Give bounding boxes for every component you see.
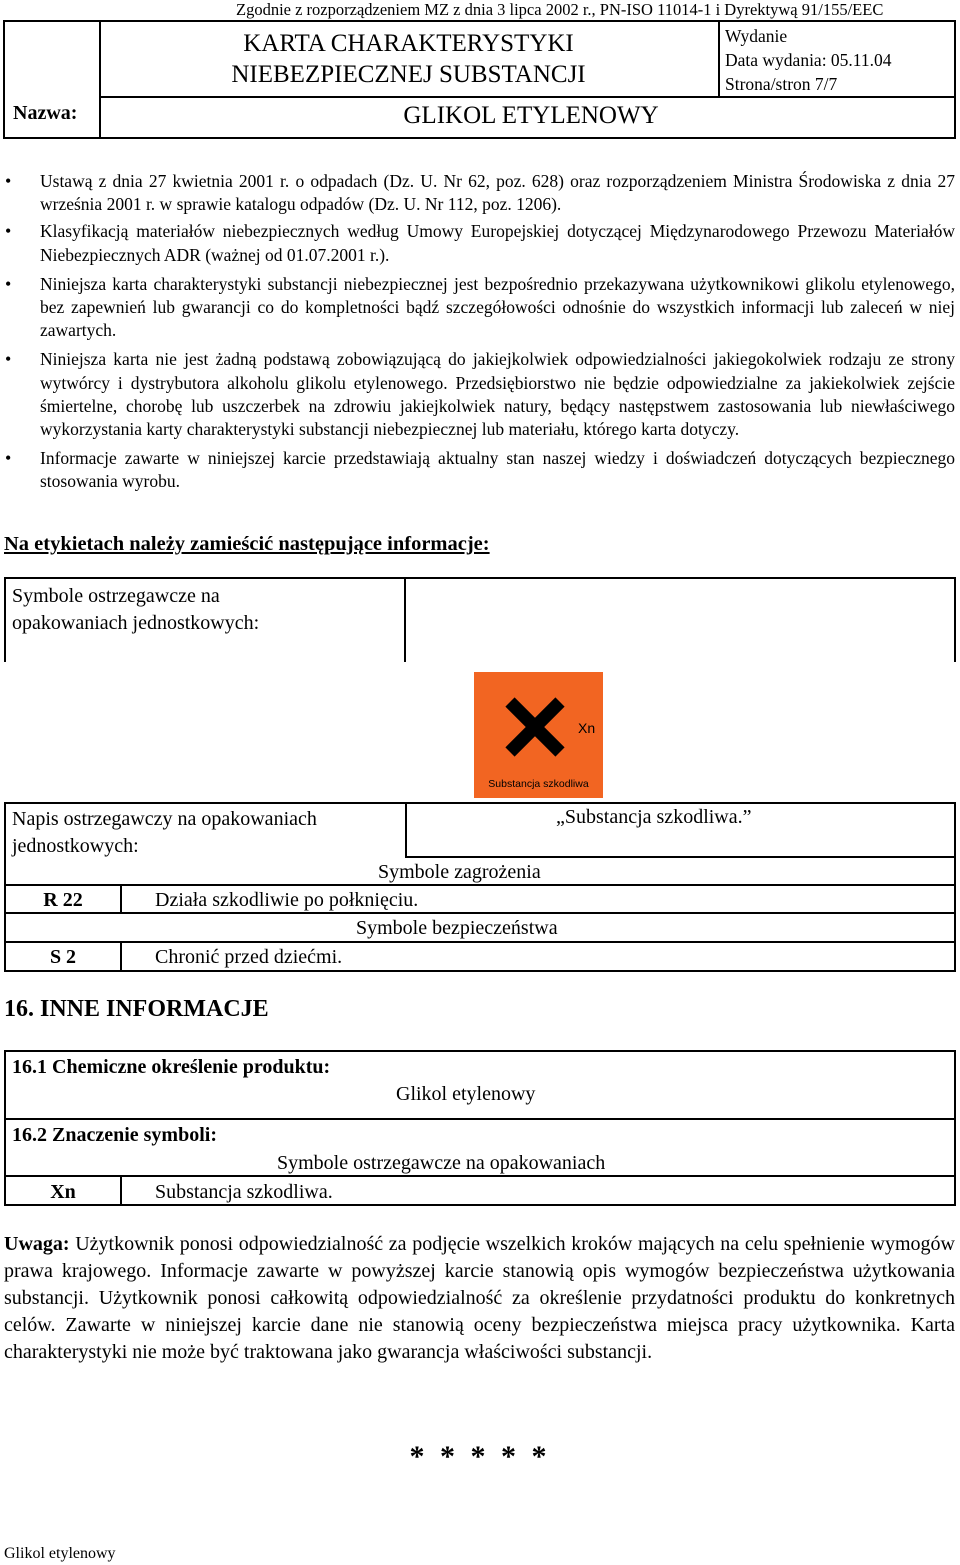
xn-text: Substancja szkodliwa. (155, 1181, 333, 1203)
inscription-label-line: Napis ostrzegawczy na opakowaniach (12, 808, 317, 830)
table-divider (405, 856, 954, 858)
inscription-label-line: jednostkowych: (12, 835, 139, 857)
header-divider (99, 96, 956, 98)
pictogram-code: Xn (578, 720, 596, 736)
symbols-heading: Symbole ostrzegawcze na opakowaniach (277, 1152, 606, 1174)
other-info-table (4, 1050, 956, 1206)
section-heading: 16. INNE INFORMACJE (4, 996, 269, 1022)
s-code: S 2 (49, 946, 77, 968)
symbols-meaning-label: 16.2 Znaczenie symboli: (12, 1124, 217, 1146)
r-text: Działa szkodliwie po połknięciu. (155, 889, 419, 911)
footer-text: Glikol etylenowy (4, 1545, 116, 1562)
safety-symbols-heading: Symbole bezpieczeństwa (356, 917, 558, 939)
end-stars: * * * * * (409, 1440, 551, 1473)
table-divider (6, 1175, 954, 1177)
xn-code: Xn (50, 1181, 76, 1203)
warning-symbols-cell (4, 577, 406, 662)
table-divider (6, 941, 954, 943)
document-meta (725, 24, 892, 96)
name-label: Nazwa: (13, 102, 78, 124)
table-divider (120, 884, 122, 914)
table-divider (120, 941, 122, 970)
warning-symbols-value-cell (404, 577, 956, 662)
list-item: • Informacje zawarte w niniejszej karcie przedstawiają aktualny stan naszej wiedzy i doświadczeń dotyczących bezpiecznego stosowania wyrobu. (5, 447, 955, 493)
table-divider (6, 884, 954, 886)
chemical-name-value: Glikol etylenowy (396, 1083, 536, 1105)
table-divider (120, 1175, 122, 1204)
pictogram-caption: Substancja szkodliwa (488, 778, 589, 790)
s-text: Chronić przed dziećmi. (155, 946, 343, 968)
substance-name: GLIKOL ETYLENOWY (403, 102, 659, 129)
list-item: • Ustawą z dnia 27 kwietnia 2001 r. o odpadach (Dz. U. Nr 62, poz. 628) oraz rozporządzeniem Ministra Środowiska z dnia 27 września 2001 r. w sprawie katalogu odpadów (Dz. U. Nr 112, poz. 1206). (5, 170, 955, 216)
note-paragraph (4, 1231, 955, 1366)
header-divider (99, 22, 101, 137)
page-number: Strona/stron 7/7 (725, 74, 838, 94)
list-item: • Klasyfikacją materiałów niebezpiecznych według Umowy Europejskiej dotyczącej Międzynarodowego Przewozu Materiałów Niebezpiecznych ADR (ważnej od 01.07.2001 r.). (5, 220, 955, 266)
table-divider (405, 804, 407, 858)
warning-symbols-label-line: opakowaniach jednostkowych: (12, 612, 260, 634)
regulation-line: Zgodnie z rozporządzeniem MZ z dnia 3 lipca 2002 r., PN-ISO 11014-1 i Dyrektywą 91/155/EEC (236, 0, 884, 19)
document-title (105, 28, 712, 90)
inscription-label (12, 806, 317, 860)
title-line-1: KARTA CHARAKTERYSTYKI (243, 30, 574, 57)
hazard-symbols-heading: Symbole zagrożenia (378, 861, 541, 883)
label-table (4, 802, 956, 972)
list-item: • Niniejsza karta charakterystyki substancji niebezpiecznej jest bezpośrednio przekazywana użytkownikowi glikolu etylenowego, bez zapewnień lub gwarancji co do kompletności bądź szczegółowości odnośnie do wszystkich informacji lub zaleceń w niej zawartych. (5, 273, 955, 343)
list-item: • Niniejsza karta nie jest żadną podstawą zobowiązującą do jakiejkolwiek odpowiedzialności jakiegokolwiek rodzaju ze strony wytwórcy i dystrybutora alkoholu glikolu etylenowego. Przedsiębiorstwo nie będzie odpowiedzialne za jakiekolwiek zejście śmiertelne, chorobę lub uszczerbek na zdrowiu jakiejkolwiek natury, będący następstwem zastosowania lub niewłaściwego wykorzystania karty charakterystyki substancji niebezpiecznej lub materiału, którego karta dotyczy. (5, 348, 955, 441)
note-label: Uwaga: (4, 1233, 70, 1255)
header-table (3, 20, 956, 139)
label-heading: Na etykietach należy zamieścić następujące informacje: (4, 533, 490, 555)
warning-symbols-label (12, 583, 259, 637)
edition: Wydanie (725, 26, 788, 46)
warning-symbols-label-line: Symbole ostrzegawcze na (12, 585, 220, 607)
note-text: Użytkownik ponosi odpowiedzialność za podjęcie wszelkich kroków mających na celu spełnienie wymogów prawa krajowego. Informacje zawarte w powyższej karcie stanowią opis wymogów bezpieczeństwa użytkowania substancji. Użytkownik ponosi całkowitą odpowiedzialność za określenie przydatności produktu do konkretnych celów. Zawarte w niniejszej karcie dane nie stanowią oceny bezpieczeństwa miejsca pracy użytkownika. Karta charakterystyki nie może być traktowana jako gwarancja właściwości substancji. (4, 1233, 955, 1363)
chemical-name-label: 16.1 Chemiczne określenie produktu: (12, 1056, 331, 1078)
title-line-2: NIEBEZPIECZNEJ SUBSTANCJI (231, 61, 586, 88)
table-divider (6, 912, 954, 914)
table-divider (6, 1118, 954, 1120)
header-divider (718, 22, 720, 98)
bullet-list (5, 170, 955, 500)
issue-date: Data wydania: 05.11.04 (725, 50, 892, 70)
inscription-value: „Substancja szkodliwa.” (556, 806, 752, 828)
r-code: R 22 (43, 889, 83, 911)
harmful-xn-cross-icon (474, 672, 603, 798)
